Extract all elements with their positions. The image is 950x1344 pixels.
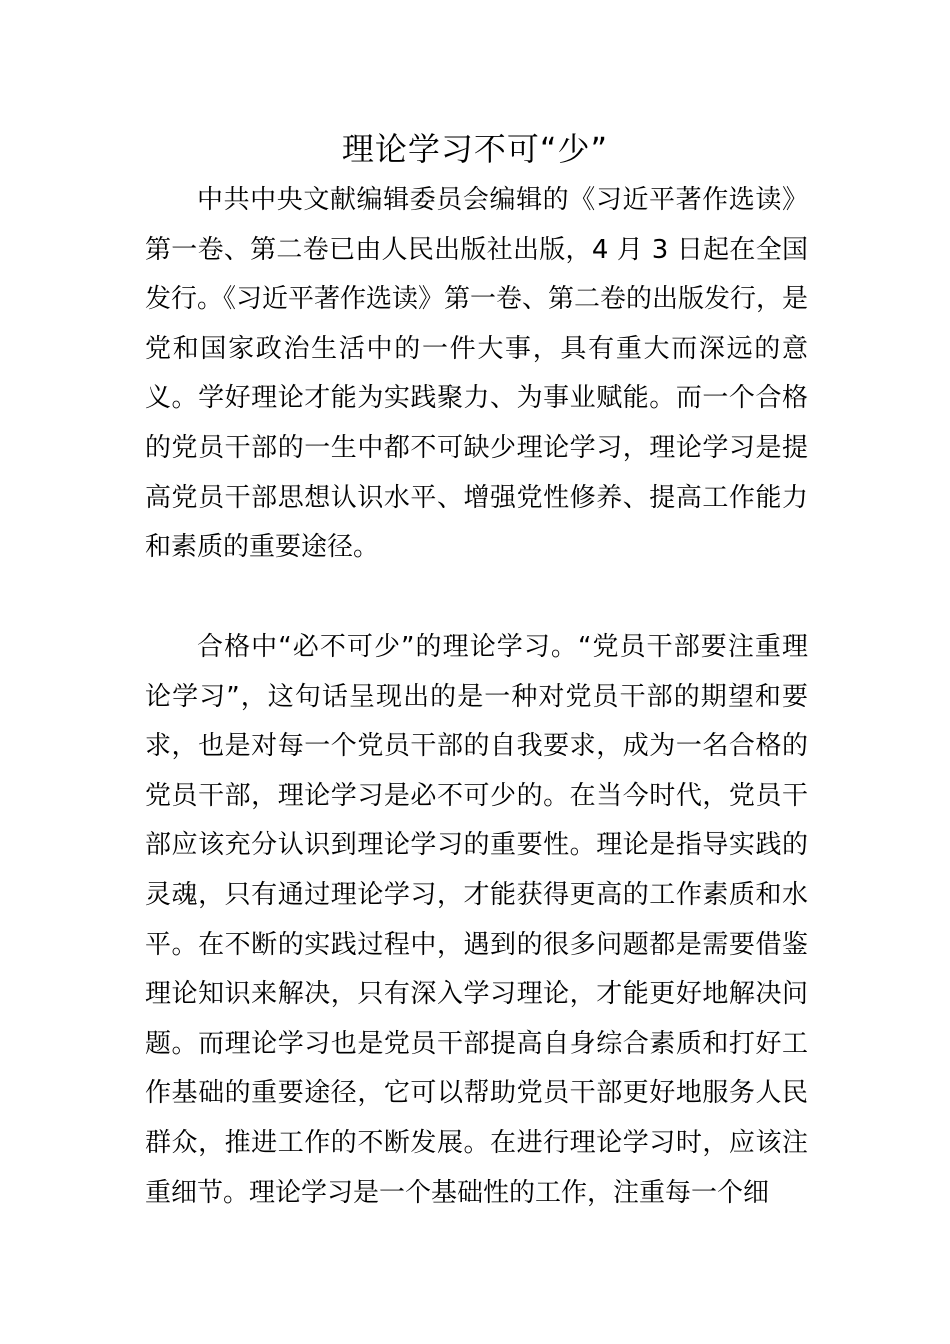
paragraph-theory-study: 合格中“必不可少”的理论学习。“党员干部要注重理论学习”，这句话呈现出的是一种对党员干部的期望和要求，也是对每一个党员干部的自我要求，成为一名合格的党员干部，理论学习是必不可少的。在当今时代，党员干部应该充分认识到理论学习的重要性。理论是指导实践的灵魂，只有通过理论学习，才能获得更高的工作素质和水平。在不断的实践过程中，遇到的很多问题都是需要借鉴理论知识来解决，只有深入学习理论，才能更好地解决问题。而理论学习也是党员干部提高自身综合素质和打好工作基础的重要途径，它可以帮助党员干部更好地服务人民群众，推进工作的不断发展。在进行理论学习时，应该注重细节。理论学习是一个基础性的工作，注重每一个细 [145, 632, 808, 1208]
document-title: 理论学习不可“少” [341, 130, 609, 168]
paragraph-intro: 中共中央文献编辑委员会编辑的《习近平著作选读》第一卷、第二卷已由人民出版社出版，4 月 3 日起在全国发行。《习近平著作选读》第一卷、第二卷的出版发行，是党和国家政治生活中的一件大事，具有重大而深远的意义。学好理论才能为实践聚力、为事业赋能。而一个合格的党员干部的一生中都不可缺少理论学习，理论学习是提高党员干部思想认识水平、增强党性修养、提高工作能力和素质的重要途径。 [145, 185, 809, 563]
